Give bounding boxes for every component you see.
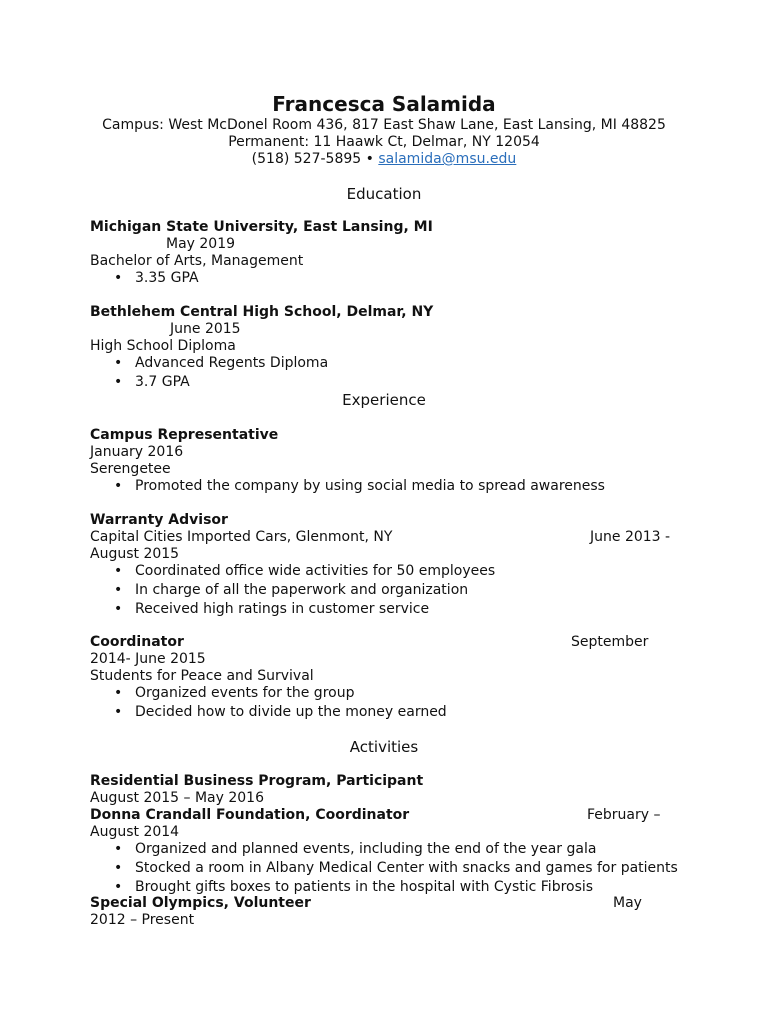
bullet-marker: • xyxy=(114,478,123,494)
bullet-item: Received high ratings in customer service xyxy=(135,601,430,617)
activity-date-start: May xyxy=(613,895,642,911)
bullet-item: Brought gifts boxes to patients in the hospital with Cystic Fibrosis xyxy=(135,879,594,895)
resume-name: Francesca Salamida xyxy=(272,92,496,116)
bullet-marker: • xyxy=(114,563,123,579)
permanent-address: Permanent: 11 Haawk Ct, Delmar, NY 12054 xyxy=(228,134,540,150)
campus-address: Campus: West McDonel Room 436, 817 East Shaw Lane, East Lansing, MI 48825 xyxy=(102,117,666,133)
bullet-marker: • xyxy=(114,879,123,895)
school-date: June 2015 xyxy=(170,321,241,337)
bullet-item: Decided how to divide up the money earned xyxy=(135,704,447,720)
bullet-marker: • xyxy=(114,270,123,286)
job-date-end: August 2015 xyxy=(90,546,180,562)
job-title: Coordinator xyxy=(90,634,184,650)
activity-date-end: 2012 – Present xyxy=(90,912,195,928)
phone-number: (518) 527-5895 • xyxy=(251,151,374,167)
bullet-item: Promoted the company by using social media to spread awareness xyxy=(135,478,605,494)
bullet-item: 3.7 GPA xyxy=(135,374,190,390)
activity-date: August 2015 – May 2016 xyxy=(90,790,264,806)
job-title: Campus Representative xyxy=(90,427,279,443)
job-title: Warranty Advisor xyxy=(90,512,228,528)
school-date: May 2019 xyxy=(166,236,236,252)
activity-date-start: February – xyxy=(587,807,661,823)
activity-date-end: August 2014 xyxy=(90,824,180,840)
bullet-item: Coordinated office wide activities for 50 employees xyxy=(135,563,496,579)
job-org: Students for Peace and Survival xyxy=(90,668,314,684)
degree: High School Diploma xyxy=(90,338,236,354)
bullet-item: Organized events for the group xyxy=(135,685,355,701)
bullet-marker: • xyxy=(114,582,123,598)
school-name: Michigan State University, East Lansing, MI xyxy=(90,219,433,235)
bullet-item: In charge of all the paperwork and organization xyxy=(135,582,469,598)
job-org: Capital Cities Imported Cars, Glenmont, NY xyxy=(90,529,393,545)
bullet-item: 3.35 GPA xyxy=(135,270,199,286)
job-org: Serengetee xyxy=(90,461,171,477)
job-date-start: September xyxy=(571,634,649,650)
bullet-marker: • xyxy=(114,704,123,720)
bullet-marker: • xyxy=(114,860,123,876)
bullet-item: Organized and planned events, including the end of the year gala xyxy=(135,841,597,857)
bullet-marker: • xyxy=(114,601,123,617)
bullet-item: Stocked a room in Albany Medical Center with snacks and games for patients xyxy=(135,860,678,876)
bullet-marker: • xyxy=(114,685,123,701)
activities-heading: Activities xyxy=(349,738,419,756)
bullet-marker: • xyxy=(114,374,123,390)
activity-title: Residential Business Program, Participant xyxy=(90,773,424,789)
contact-line xyxy=(0,151,768,167)
education-heading: Education xyxy=(346,185,422,203)
degree: Bachelor of Arts, Management xyxy=(90,253,304,269)
activity-title: Special Olympics, Volunteer xyxy=(90,895,311,911)
job-date-end: 2014- June 2015 xyxy=(90,651,206,667)
bullet-marker: • xyxy=(114,841,123,857)
activity-title: Donna Crandall Foundation, Coordinator xyxy=(90,807,410,823)
bullet-marker: • xyxy=(114,355,123,371)
school-name: Bethlehem Central High School, Delmar, NY xyxy=(90,304,434,320)
email-link[interactable]: salamida@msu.edu xyxy=(378,151,517,167)
bullet-item: Advanced Regents Diploma xyxy=(135,355,329,371)
experience-heading: Experience xyxy=(342,391,426,409)
job-date-start: June 2013 - xyxy=(590,529,671,545)
job-date: January 2016 xyxy=(90,444,184,460)
